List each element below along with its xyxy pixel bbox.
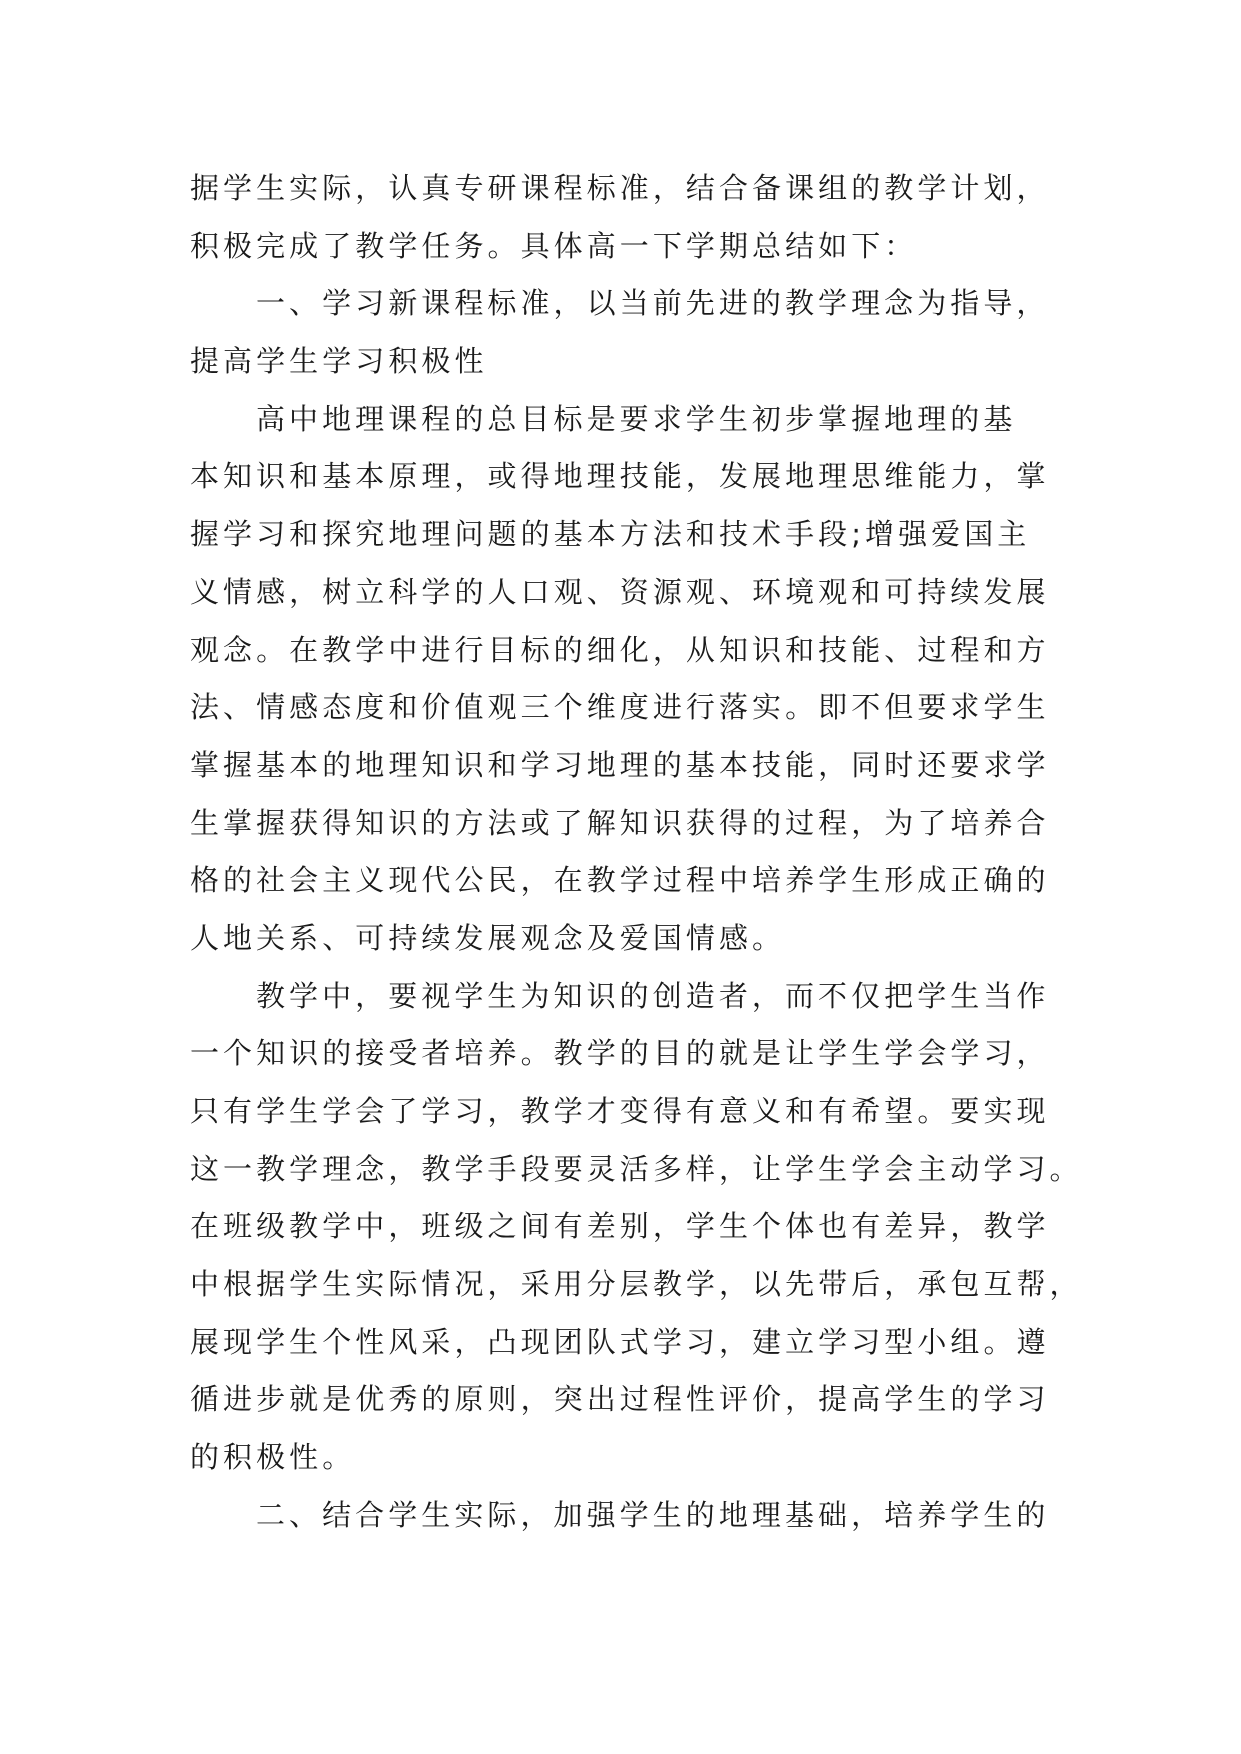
text-line: 在班级教学中，班级之间有差别，学生个体也有差异，教学	[190, 1209, 1050, 1244]
text-line: 观念。在教学中进行目标的细化，从知识和技能、过程和方	[190, 632, 1050, 667]
text-line: 生掌握获得知识的方法或了解知识获得的过程，为了培养合	[190, 805, 1050, 840]
text-line: 展现学生个性风采，凸现团队式学习，建立学习型小组。遵	[190, 1324, 1050, 1359]
text-line: 人地关系、可持续发展观念及爱国情感。	[190, 920, 786, 955]
paragraph-start: 高中地理课程的总目标是要求学生初步掌握地理的基	[256, 401, 1017, 436]
text-line: 中根据学生实际情况，采用分层教学，以先带后，承包互帮，	[190, 1267, 1083, 1302]
section-heading: 一、学习新课程标准，以当前先进的教学理念为指导，	[256, 286, 1050, 321]
document-body	[190, 160, 1083, 1545]
text-line: 法、情感态度和价值观三个维度进行落实。即不但要求学生	[190, 690, 1050, 725]
text-line: 掌握基本的地理知识和学习地理的基本技能，同时还要求学	[190, 747, 1050, 782]
text-line: 义情感，树立科学的人口观、资源观、环境观和可持续发展	[190, 574, 1050, 609]
text-line: 积极完成了教学任务。具体高一下学期总结如下：	[190, 228, 918, 263]
text-line: 据学生实际，认真专研课程标准，结合备课组的教学计划，	[190, 171, 1050, 205]
text-line: 循进步就是优秀的原则，突出过程性评价，提高学生的学习	[190, 1382, 1050, 1417]
section-heading-continued: 提高学生学习积极性	[190, 344, 488, 379]
text-line: 一个知识的接受者培养。教学的目的就是让学生学会学习，	[190, 1036, 1050, 1071]
text-line: 的积极性。	[190, 1440, 356, 1475]
text-line: 这一教学理念，教学手段要灵活多样，让学生学会主动学习。	[190, 1151, 1083, 1186]
paragraph-start: 教学中，要视学生为知识的创造者，而不仅把学生当作	[256, 978, 1050, 1013]
text-line: 格的社会主义现代公民，在教学过程中培养学生形成正确的	[190, 863, 1050, 898]
text-line: 本知识和基本原理，或得地理技能，发展地理思维能力，掌	[190, 459, 1050, 494]
text-line: 只有学生学会了学习，教学才变得有意义和有希望。要实现	[190, 1094, 1050, 1128]
text-line: 握学习和探究地理问题的基本方法和技术手段;增强爱国主	[190, 517, 1031, 552]
section-heading: 二、结合学生实际，加强学生的地理基础，培养学生的	[256, 1497, 1050, 1532]
